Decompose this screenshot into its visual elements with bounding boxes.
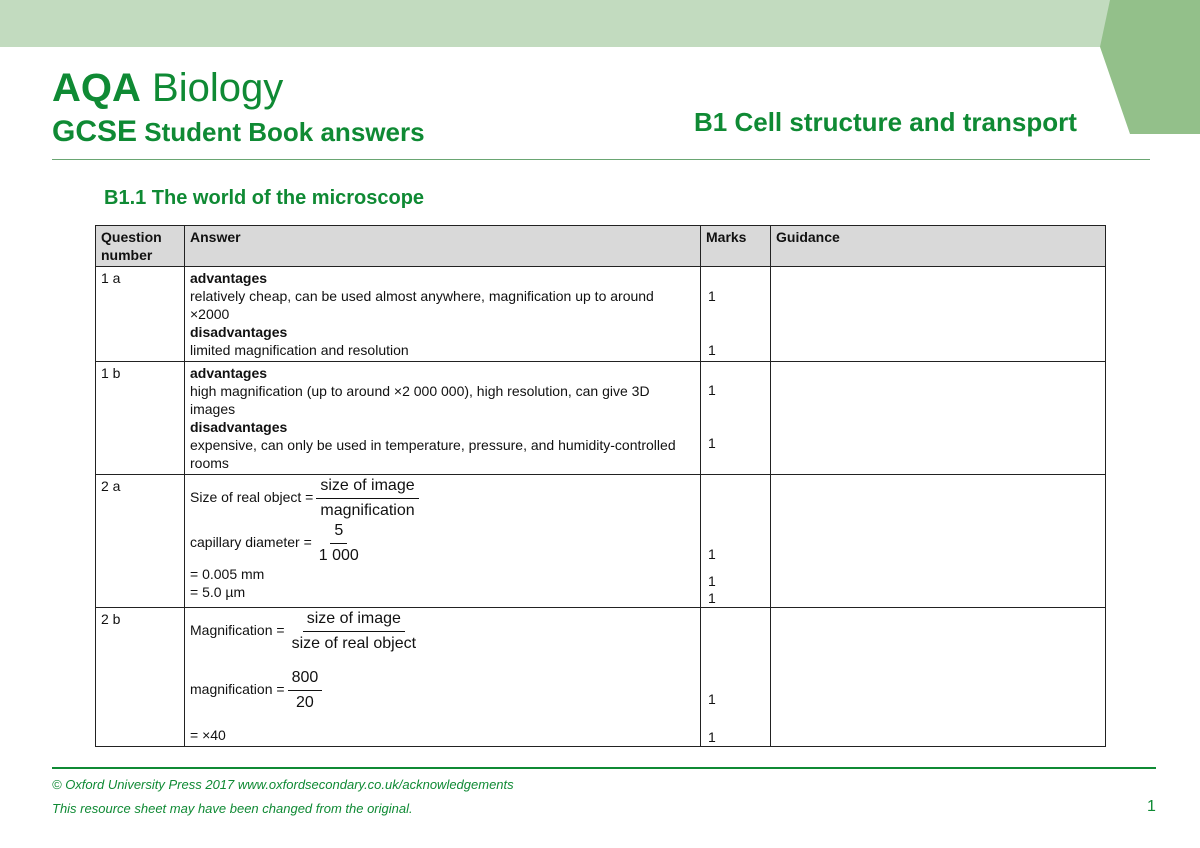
answer-text: = 5.0 µm (190, 584, 246, 600)
logo-gcse: GCSE (52, 115, 138, 148)
answer-heading: disadvantages (190, 419, 288, 435)
question-number: 1 b (96, 362, 185, 475)
logo-aqa: AQA (52, 66, 141, 110)
header-band (0, 0, 1200, 47)
mark: 1 (708, 342, 716, 358)
footer-copyright: © Oxford University Press 2017 www.oxfordsecondary.co.uk/acknowledgements (52, 777, 514, 792)
answer-text: limited magnification and resolution (190, 342, 409, 358)
denominator: magnification (320, 502, 415, 519)
question-number: 1 a (96, 267, 185, 362)
marks-cell (701, 475, 771, 608)
header-corner-decoration (1100, 0, 1200, 134)
formula (190, 610, 695, 653)
table-row (96, 475, 1106, 608)
table-row (96, 267, 1106, 362)
answer-text: = ×40 (190, 727, 226, 743)
marks-cell (701, 608, 771, 747)
answers-table (95, 225, 1106, 747)
formula-label: Size of real object = (190, 489, 314, 506)
mark: 1 (708, 590, 716, 606)
denominator: 20 (296, 694, 314, 711)
formula-label: magnification = (190, 681, 285, 698)
header-marks: Marks (701, 226, 771, 267)
header-answer: Answer (185, 226, 701, 267)
mark: 1 (708, 691, 716, 707)
formula-label: Magnification = (190, 622, 285, 639)
answer-text: expensive, can only be used in temperature, pressure, and humidity-controlled rooms (190, 437, 676, 471)
answer-cell (185, 608, 701, 747)
answer-cell (185, 362, 701, 475)
question-number: 2 a (96, 475, 185, 608)
answer-text: relatively cheap, can be used almost anywhere, magnification up to around ×2000 (190, 288, 654, 322)
mark: 1 (708, 729, 716, 745)
footer-divider (52, 767, 1156, 769)
answer-text: high magnification (up to around ×2 000 000), high resolution, can give 3D images (190, 383, 650, 417)
marks-cell (701, 362, 771, 475)
table-header (96, 226, 1106, 267)
fraction (315, 522, 363, 565)
table-row (96, 362, 1106, 475)
fraction (288, 669, 323, 712)
mark: 1 (708, 573, 716, 589)
guidance-cell (771, 608, 1106, 747)
logo-title (52, 66, 283, 110)
mark: 1 (708, 382, 716, 398)
page-number: 1 (1147, 798, 1156, 815)
mark: 1 (708, 546, 716, 562)
answer-heading: advantages (190, 365, 268, 381)
header-guidance: Guidance (771, 226, 1106, 267)
table-row (96, 608, 1106, 747)
numerator: size of image (316, 477, 418, 499)
formula (190, 522, 695, 565)
fraction (316, 477, 418, 520)
denominator: size of real object (291, 635, 417, 652)
answer-text: = 0.005 mm (190, 566, 265, 582)
formula (190, 477, 695, 520)
mark: 1 (708, 288, 716, 304)
denominator: 1 000 (318, 547, 359, 564)
numerator: 5 (330, 522, 347, 544)
answer-heading: disadvantages (190, 324, 288, 340)
chapter-title: B1 Cell structure and transport (694, 107, 1077, 137)
answer-cell (185, 267, 701, 362)
header-divider (52, 159, 1150, 160)
answer-cell (185, 475, 701, 608)
formula-label: capillary diameter = (190, 534, 312, 551)
header-question: Question number (96, 226, 185, 267)
numerator: size of image (303, 610, 405, 632)
marks-cell (701, 267, 771, 362)
fraction (288, 610, 421, 653)
logo-subtitle (52, 115, 425, 149)
guidance-cell (771, 267, 1106, 362)
logo-book: Student Book answers (144, 117, 425, 147)
mark: 1 (708, 435, 716, 451)
logo-subject: Biology (152, 66, 284, 110)
footer-note: This resource sheet may have been changed from the original. (52, 801, 413, 816)
guidance-cell (771, 475, 1106, 608)
formula (190, 669, 695, 712)
guidance-cell (771, 362, 1106, 475)
answer-heading: advantages (190, 270, 268, 286)
numerator: 800 (288, 669, 323, 691)
section-title: B1.1 The world of the microscope (104, 187, 425, 209)
question-number: 2 b (96, 608, 185, 747)
